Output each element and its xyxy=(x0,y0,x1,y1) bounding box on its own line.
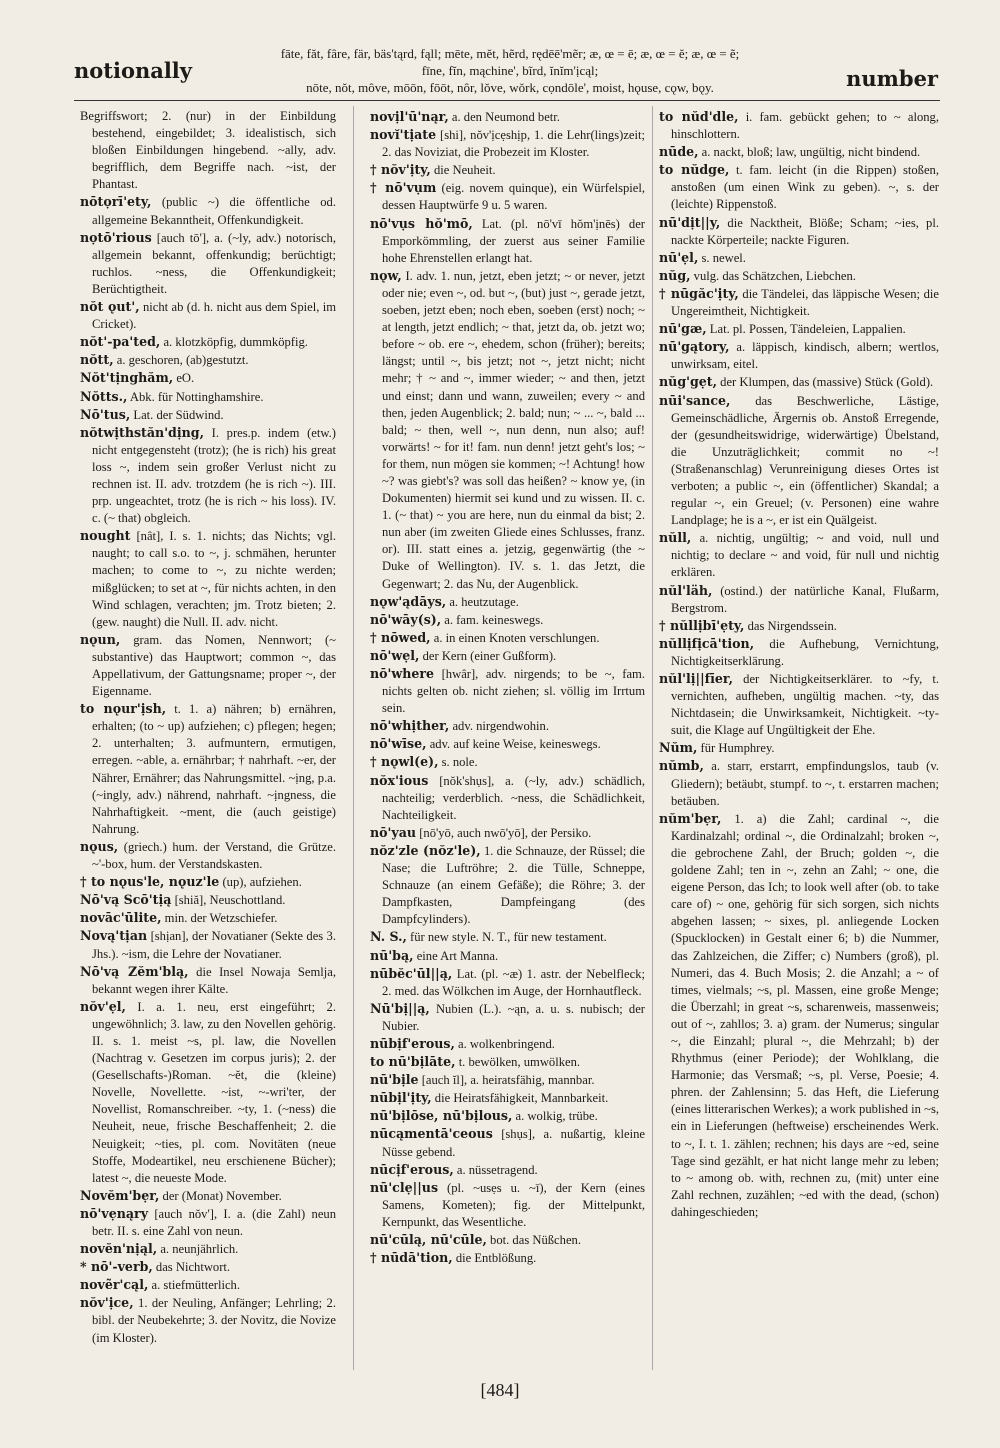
entry-headword: nŏv'ịce, xyxy=(80,1295,134,1311)
dictionary-entry xyxy=(659,338,939,373)
entry-definition: (up), aufziehen. xyxy=(222,875,302,890)
dictionary-entry xyxy=(659,617,939,635)
dictionary-entry xyxy=(370,647,645,665)
entry-definition: der (Monat) November. xyxy=(162,1188,282,1203)
dictionary-entry xyxy=(370,126,645,161)
entry-headword: † nōwed, xyxy=(370,629,431,645)
entry-headword: nŏz'zle (nŏz'le), xyxy=(370,842,481,858)
entry-headword: nūde, xyxy=(659,144,699,160)
entry-headword: novẽr'cąl, xyxy=(80,1277,149,1293)
entry-definition: eine Art Manna. xyxy=(416,948,499,963)
entry-headword: nŭm'bẹr, xyxy=(659,810,722,826)
dictionary-column-2 xyxy=(370,108,645,1368)
entry-definition: [shịan], der Novatianer (Sekte des 3. Jhs.). ~ism, die Lehre der Novatianer. xyxy=(92,929,336,961)
dictionary-entry xyxy=(370,1179,645,1231)
entry-definition: a. nüssetragend. xyxy=(456,1162,538,1177)
dictionary-entry xyxy=(80,891,336,909)
entry-definition: der Klumpen, das (massive) Stück (Gold). xyxy=(720,375,934,390)
entry-definition: das Nichtwort. xyxy=(155,1260,231,1275)
dictionary-entry xyxy=(659,373,939,391)
dictionary-entry xyxy=(370,1053,645,1071)
dictionary-entry xyxy=(370,1125,645,1160)
dictionary-entry xyxy=(370,593,645,611)
entry-definition: der Nichtigkeitserklärer. to ~fy, t. vernichten, aufheben, ungültig machen. ~ty, das Nichtdasein; die Unwirksamkeit, Nichtigkeit. ~ty-suit, die Klage auf Ungültigkeit der Ehe. xyxy=(671,672,939,738)
entry-definition: t. fam. leicht (in die Rippen) stoßen, anstoßen (um einen Wink zu geben). ~, s. der (leichte) Rippenstoß. xyxy=(671,163,939,212)
dictionary-entry xyxy=(659,739,939,757)
entry-definition: a. nichtig, ungültig; ~ and void, null und nichtig; to declare ~ and void, für null und nichtig erklären. xyxy=(671,531,939,580)
entry-headword: nōtọrī'ety, xyxy=(80,194,152,210)
entry-definition: das Nirgendssein. xyxy=(747,618,837,633)
guide-word-left: notionally xyxy=(74,58,192,83)
entry-headword: † nūgăc'ịty, xyxy=(659,285,739,301)
dictionary-entry xyxy=(80,108,336,193)
dictionary-entry xyxy=(80,298,336,333)
dictionary-entry xyxy=(80,1294,336,1346)
entry-headword: N. S., xyxy=(370,929,407,945)
entry-definition: [auch nŏv'], I. a. (die Zahl) neun betr. II. s. eine Zahl von neun. xyxy=(92,1206,336,1238)
entry-definition: I. adv. 1. nun, jetzt, eben jetzt; ~ or never, jetzt oder nie; even ~, od. but ~, (but) just ~, gerade jetzt, soeben, jetzt eben; noch eben, soeben (erst) noch; ~ at length, jetzt endlich; ~ that, jetzt da, ob. jetzt wo; before ~ ob. ere ~, ehedem, schon (früher); bereits; längst; until ~, bis jetzt; not ~, jetzt nicht; nicht mehr; † ~ and ~, immer wieder; ~ and then, jetzt und einst; dann und wann, zuweilen; every ~ and then, jeden Augenblick; 2. bald; nun; ~ ... ~, bald ... bald; ~ then, well ~, nun denn, nun also; auf! vorwärts! ~ for it! fam. nun denn! jetzt geht's los; ~ for them, nun mögen sie kommen; ~! Achtung! how ~? was giebt's? was soll das heißen? ~ know ye, (in Dokumenten) hiermit sei kund und zu wissen. II. c. 1. (~ that) ~ you are here, nun du einmal da bist; 2. nun aber (im zweiten Gliede eines Schlusses, franz. or). III. statt eines a. jetzig, gegenwärtig (the ~ Duke of Wellington). IV. s. 1. das Jetzt, die Gegenwart; 2. das Nu, der Augenblick. xyxy=(382,268,645,591)
entry-definition: s. newel. xyxy=(701,250,746,265)
entry-headword: Nŏt'tịnghăm, xyxy=(80,370,174,386)
entry-headword: novāc'ūlite, xyxy=(80,910,162,926)
entry-definition: a. neunjährlich. xyxy=(160,1242,239,1257)
entry-definition: t. bewölken, umwölken. xyxy=(458,1055,581,1070)
entry-definition: [hwâr], adv. nirgends; to be ~, fam. nichts gelten ob. nicht ziehen; sl. völlig im Irrtum sein. xyxy=(382,667,645,716)
entry-headword: nū'bą, xyxy=(370,947,414,963)
entry-headword: to nŭdge, xyxy=(659,162,730,178)
entry-headword: Nŏtts., xyxy=(80,388,128,404)
entry-definition: das Beschwerliche, Lästige, Gemeinschädliche, Ärgernis ob. Anstoß Erregende, der (gesundheitswidrige, widerwärtige) Übelstand, die Unzuträglichkeit; commit no ~! (Straßenanschlag) Verunreinigung dieses Ortes ist verboten; a public ~, ein (öffentlicher) Skandal; a regular ~, ein Greuel; (v. Personen) eine wahre Landplage; he is a ~, er ist ein Quälgeist. xyxy=(671,393,939,528)
entry-headword: Nū'bị||ą, xyxy=(370,1000,430,1016)
entry-headword: nūcịf'erous, xyxy=(370,1161,454,1177)
entry-definition: a. den Neumond betr. xyxy=(451,110,560,124)
entry-headword: nŭmb, xyxy=(659,758,704,774)
dictionary-entry xyxy=(370,842,645,928)
entry-definition: min. der Wetzschiefer. xyxy=(164,911,278,926)
dictionary-entry xyxy=(659,108,939,143)
entry-headword: nŭll, xyxy=(659,530,692,546)
entry-definition: Lat. pl. Possen, Tändeleien, Lappalien. xyxy=(709,322,906,337)
entry-headword: nŭl'läh, xyxy=(659,582,713,598)
dictionary-entry xyxy=(659,392,939,530)
entry-definition: [nât], I. s. 1. nichts; das Nichts; vgl. naught; to call s.o. to ~, j. schmähen, herunter machen; to come to ~, zu nichte werden; mißglücken; to set at ~, für nichts achten, in den Wind schlagen, verachten; jm. Trotz bieten; 2. (gew. naught) die Null. II. adv. nicht. xyxy=(92,529,336,629)
pronunciation-key-line-2: fīne, fĭn, mąchine', bĩrd, ĭnĭm'ịcąl; xyxy=(421,63,599,78)
entry-definition: (griech.) hum. der Verstand, die Grütze. ~'-box, hum. der Verstandskasten. xyxy=(92,839,336,872)
entry-definition: die Insel Nowaja Semlja, bekannt wegen ihrer Kälte. xyxy=(92,964,336,996)
entry-definition: I. a. 1. neu, erst eingeführt; 2. ungewöhnlich; 3. law, zu den Novellen gehörig. II. s. 1. meist ~s, pl. law, die Novellen (Nachtrag v. Gesetzen im corpus juris); 2. der (Gesellschafts-)Roman. ~ĕt, die (kleine) Novelle, Novellette. ~ist, ~-wri'ter, der Novellist, Romanschreiber. ~ty, 1. (~ness) die Neuheit, neue, frische Beschaffenheit; 2. die Neuigkeit; ~ties, pl. com. Novitäten (neue Stoffe, Modeartikel, neu erschienene Bücher); latest ~, die neueste Mode. xyxy=(92,999,336,1185)
entry-headword: Nō'vą Scō'tịą xyxy=(80,892,172,908)
entry-headword: nūbịl'ịty, xyxy=(370,1090,432,1106)
dictionary-entry xyxy=(659,757,939,809)
entry-headword: † nūdā'tion, xyxy=(370,1250,453,1266)
entry-definition: [nŏk'shụs], a. (~ly, adv.) schädlich, nachteilig; verderblich. ~ness, die Schädlichkeit, Nachteiligkeit. xyxy=(382,773,645,822)
entry-definition: [shiă], Neuschottland. xyxy=(174,893,286,908)
entry-definition: gram. das Nomen, Nennwort; (~ substantive) das Hauptwort; common ~, das Appellativum, der Gattungsname; proper ~, der Eigenname. xyxy=(92,632,336,699)
dictionary-entry xyxy=(659,285,939,320)
entry-definition: Lat. (pl. nō'vī hŏm'ịnēs) der Emporkömmling, der zuerst aus seiner Familie hohe Ehrenstellen erlangt hat. xyxy=(382,216,645,265)
entry-definition: die Entblößung. xyxy=(455,1251,537,1266)
entry-headword: nūi'sance, xyxy=(659,392,731,408)
dictionary-column-1 xyxy=(80,108,336,1368)
entry-headword: nŭl'lị||fīer, xyxy=(659,671,734,686)
entry-headword: nū'clẹ||us xyxy=(370,1179,439,1195)
dictionary-entry xyxy=(370,161,645,179)
dictionary-entry xyxy=(370,947,645,965)
entry-headword: Novą'tịan xyxy=(80,928,148,944)
guide-word-right: number xyxy=(846,66,938,91)
dictionary-entry xyxy=(80,838,336,873)
entry-headword: to nū'bịlāte, xyxy=(370,1054,456,1070)
entry-headword: † to nǫus'le, nǫuz'le xyxy=(80,874,220,890)
dictionary-entry xyxy=(659,320,939,338)
entry-definition: [auch tō'], a. (~ly, adv.) notorisch, allgemein bekannt, offenkundig; berüchtigt; ruchlos. ~ness, die Offenkundigkeit; Berüchtigtheit. xyxy=(92,230,336,296)
entry-headword: novĭ'tịate xyxy=(370,127,437,143)
entry-headword: nŏv'ẹl, xyxy=(80,998,126,1014)
entry-definition: die Neuheit. xyxy=(433,163,496,178)
entry-headword: nō'vẹnąry xyxy=(80,1205,149,1221)
entry-definition: (pl. ~usẹs u. ~ī), der Kern (eines Samens, Kometen); fig. der Mittelpunkt, Kernpunkt, das Wesentliche. xyxy=(382,1180,645,1229)
entry-definition: a. heutzutage. xyxy=(449,594,519,609)
entry-definition: a. geschoren, (ab)gestutzt. xyxy=(116,353,249,368)
entry-headword: nŏt'-pa'ted, xyxy=(80,334,161,350)
entry-definition: adv. nirgendwohin. xyxy=(452,719,549,734)
entry-headword: † nǫwl(e), xyxy=(370,754,439,770)
dictionary-entry xyxy=(80,1187,336,1205)
entry-headword: Novĕm'bẹr, xyxy=(80,1187,160,1203)
dictionary-entry xyxy=(80,229,336,298)
entry-definition: (eig. novem quinque), ein Würfelspiel, dessen Hauptwürfe 9 u. 5 waren. xyxy=(382,181,645,213)
dictionary-entry xyxy=(659,810,939,1221)
entry-definition: die Nacktheit, Blöße; Scham; ~ies, pl. nackte Körperteile; nackte Figuren. xyxy=(671,215,939,247)
entry-headword: nō'vụs hŏ'mō, xyxy=(370,215,473,231)
dictionary-entry xyxy=(80,909,336,927)
dictionary-entry xyxy=(80,1258,336,1276)
dictionary-entry xyxy=(370,1089,645,1107)
entry-definition: t. 1. a) nähren; b) ernähren, erhalten; (to ~ up) aufziehen; c) pflegen; hegen; 2. unterhalten; 3. aufmuntern, ermutigen, erregen. ~able, a. ernährbar; † nahrhaft. ~er, der Nährer, Ernährer; das Nahrungsmittel. ~ịng, p.a. (~ingly, adv.) nährend, nahrhaft. ~ịngness, die Nahrhaftigkeit. ~ment, die (auch geistige) Nahrung. xyxy=(92,702,336,836)
dictionary-entry xyxy=(659,670,939,739)
dictionary-entry xyxy=(659,214,939,249)
entry-definition: für new style. N. T., für new testament. xyxy=(410,930,607,945)
dictionary-entry xyxy=(370,717,645,735)
entry-definition: i. fam. gebückt gehen; to ~ along, hinschlottern. xyxy=(671,110,939,142)
entry-headword: Nō'vą Zĕm'blą, xyxy=(80,963,189,979)
entry-definition: für Humphrey. xyxy=(700,741,775,756)
dictionary-entry xyxy=(370,965,645,1000)
entry-headword: Nŭm, xyxy=(659,740,698,756)
entry-definition: a. wolkig, trübe. xyxy=(515,1109,598,1124)
dictionary-entry xyxy=(80,700,336,838)
entry-headword: nūbịf'erous, xyxy=(370,1035,455,1051)
entry-headword: nought xyxy=(80,528,131,544)
dictionary-entry xyxy=(80,963,336,998)
dictionary-entry xyxy=(370,824,645,842)
dictionary-entry xyxy=(80,351,336,369)
dictionary-entry xyxy=(370,735,645,753)
entry-headword: nŭg, xyxy=(659,267,691,283)
entry-definition: [shi], nŏv'ịcẹshịp, 1. die Lehr(lings)zeit; 2. das Noviziat, die Probezeit im Kloster. xyxy=(382,128,645,160)
entry-headword: nū'bịle xyxy=(370,1072,419,1088)
page-number: [484] xyxy=(480,1380,520,1400)
dictionary-entry xyxy=(80,369,336,387)
dictionary-entry xyxy=(80,527,336,631)
dictionary-entry xyxy=(370,215,645,267)
dictionary-entry xyxy=(370,629,645,647)
dictionary-entry xyxy=(659,161,939,213)
entry-headword: nŭg'gẹt, xyxy=(659,374,717,390)
entry-definition: Begriffswort; 2. (nur) in der Einbildung bestehend, eingebildet; 3. idealistisch, sich bloßen Einbildungen hingebend. ~ally, adv. begrifflich, dem Begriffe nach. ~ist, der Phantast. xyxy=(80,109,336,192)
column-divider xyxy=(652,106,653,1370)
dictionary-entry xyxy=(370,1231,645,1249)
dictionary-entry xyxy=(80,406,336,424)
entry-definition: a. in einen Knoten verschlungen. xyxy=(433,630,600,645)
entry-headword: nǫun, xyxy=(80,631,121,647)
entry-headword: nūbĕc'ūl||ą, xyxy=(370,965,453,981)
entry-headword: to nŭd'dle, xyxy=(659,109,739,124)
entry-definition: 1. die Schnauze, der Rüssel; die Nase; die Luftröhre; 2. die Tülle, Schneppe, Schnauze (an einem Gefäße); die Röhre; 3. der Dampfkasten, Dampfeingang (des Dampfcylinders). xyxy=(382,843,645,927)
dictionary-entry xyxy=(370,1161,645,1179)
entry-definition: s. nole. xyxy=(441,755,478,770)
entry-headword: nūcąmentā'ceous xyxy=(370,1126,493,1142)
entry-definition: a. fam. keineswegs. xyxy=(444,612,544,627)
dictionary-entry xyxy=(659,529,939,581)
dictionary-entry xyxy=(80,631,336,700)
dictionary-entry xyxy=(370,753,645,771)
entry-headword: nŭllịfịcā'tion, xyxy=(659,635,755,651)
entry-definition: die Aufhebung, Vernichtung, Nichtigkeitserklärung. xyxy=(671,636,939,668)
entry-headword: nū'cūlą, nū'cūle, xyxy=(370,1232,487,1247)
entry-definition: 1. a) die Zahl; cardinal ~, die Kardinalzahl; ordinal ~, die Ordinalzahl; broken ~, die gebrochene Zahl, der Bruch; golden ~, die goldene Zahl; ten in ~, zehn an Zahl; ~ one, die eigene Person, das Ich; to look well after (ob. to take care of) ~ one, gehörig für sich sorgen, sich nichts abgehen lassen; ~ sixes, pl. anliegende Locken (Spucklocken) in Gestalt einer 6; b) die Nummer, das Zahlzeichen, die Ziffer; c) Numbers (groß), pl. Numeri, das 4. Buch Mosis; 2. die Anzahl; a ~ of times, vielmals; ~s, pl. Massen, eine große Menge; die Überzahl; in great ~s, scharenweis, massenweis; out of ~, zahllos; 3. a) gram. der Numerus; singular ~, die Einzahl; plural ~, die Mehrzahl; b) der Rhythmus (einer Periode); der Wohlklang, die Harmonie; das Versmaß; ~s, pl. Verse, Poesie; 4. phren. der Zahlensinn; 5. das Heft, die Lieferung (eines litterarischen Werkes); a work published in ~s, ein in Lieferungen (heftweise) erscheinendes Werk. to ~, I. t. 1. zählen; rechnen; his days are ~ed, seine Tage sind gezählt, er hat nicht lange mehr zu leben; to ~ among ob. with, rechnen zu, (mit) unter eine Zahl rechnen, zuzählen; ~ed with the dead, (schon) dahingeschieden; xyxy=(671,811,939,1219)
dictionary-entry xyxy=(659,267,939,285)
dictionary-entry xyxy=(370,772,645,824)
entry-definition: a. stiefmütterlich. xyxy=(151,1278,241,1293)
entry-headword: † nŭllịbī'ẹty, xyxy=(659,617,745,633)
entry-headword: nō'wẹl, xyxy=(370,647,420,663)
entry-definition: (public ~) die öffentliche od. allgemeine Bekanntheit, Offenkundigkeit. xyxy=(92,195,336,227)
entry-headword: nŏtwịthstăn'dịng, xyxy=(80,424,204,440)
dictionary-entry xyxy=(80,1276,336,1294)
entry-definition: (ostind.) der natürliche Kanal, Flußarm, Bergstrom. xyxy=(671,583,939,615)
header-rule xyxy=(74,100,940,101)
dictionary-entry xyxy=(370,1035,645,1053)
entry-headword: nō'wāy(s), xyxy=(370,611,442,627)
entry-headword: nō'whịther, xyxy=(370,718,450,734)
entry-definition: [shụs], a. nußartig, kleine Nüsse gebend. xyxy=(382,1127,645,1159)
entry-definition: die Heiratsfähigkeit, Mannbarkeit. xyxy=(434,1091,609,1106)
dictionary-entry xyxy=(80,193,336,228)
entry-headword: * nō'-verb, xyxy=(80,1259,153,1275)
dictionary-entry xyxy=(370,108,645,126)
entry-headword: nū'bịlōse, nū'bịlous, xyxy=(370,1108,513,1124)
entry-definition: a. starr, erstarrt, empfindungslos, taub (v. Gliedern); betäubt, stumpf. to ~, t. erstarren machen; betäuben. xyxy=(671,759,939,808)
entry-definition: nicht ab (d. h. nicht aus dem Spiel, im Cricket). xyxy=(92,300,336,332)
entry-headword: † nŏv'ịty, xyxy=(370,162,431,178)
dictionary-entry xyxy=(80,927,336,962)
entry-definition: Nubien (L.). ~ąn, a. u. s. nubisch; der Nubier. xyxy=(382,1001,645,1033)
entry-definition: [auch ĭl], a. heiratsfähig, mannbar. xyxy=(421,1073,595,1088)
dictionary-entry xyxy=(370,267,645,593)
entry-headword: nū'dịt||y, xyxy=(659,214,721,230)
entry-definition: a. läppisch, kindisch, albern; wertlos, unwirksam, eitel. xyxy=(671,340,939,372)
dictionary-entry xyxy=(80,424,336,528)
entry-definition: a. nackt, bloß; law, ungültig, nicht bindend. xyxy=(701,145,921,160)
dictionary-entry xyxy=(659,635,939,670)
entry-headword: nō'yau xyxy=(370,824,417,840)
dictionary-entry xyxy=(80,873,336,891)
entry-headword: Nō'tus, xyxy=(80,406,131,422)
dictionary-entry xyxy=(370,665,645,717)
column-divider xyxy=(353,106,354,1370)
entry-headword: nū'ẹl, xyxy=(659,249,699,265)
entry-definition: der Kern (einer Gußform). xyxy=(422,648,557,663)
dictionary-entry xyxy=(80,1240,336,1258)
entry-definition: a. klotzköpfig, dummköpfig. xyxy=(163,335,308,350)
dictionary-entry xyxy=(80,998,336,1187)
dictionary-entry xyxy=(80,388,336,406)
dictionary-entry xyxy=(659,249,939,267)
entry-definition: adv. auf keine Weise, keineswegs. xyxy=(429,737,601,752)
dictionary-entry xyxy=(370,1000,645,1035)
entry-headword: nō'where xyxy=(370,666,435,681)
entry-headword: nū'gątory, xyxy=(659,339,730,355)
dictionary-entry xyxy=(370,611,645,629)
entry-definition: eO. xyxy=(176,371,195,386)
entry-headword: nŏt ǫut', xyxy=(80,299,140,315)
pronunciation-key-line-3: nōte, nŏt, môve, mōōn, fōōt, nôr, lǒve, wǒrk, cọndōle', moist, hǫuse, cǫw, bǫy. xyxy=(306,80,714,95)
entry-definition: Abk. für Nottinghamshire. xyxy=(129,389,264,404)
dictionary-entry xyxy=(370,1249,645,1267)
dictionary-entry xyxy=(370,1071,645,1089)
entry-headword: nǫw, xyxy=(370,267,402,283)
entry-headword: nọtō'rious xyxy=(80,229,152,245)
entry-headword: novĕn'nịąl, xyxy=(80,1241,158,1257)
entry-definition: vulg. das Schätzchen, Liebchen. xyxy=(693,268,856,283)
entry-headword: nǫw'ądāys, xyxy=(370,593,447,609)
entry-headword: to nǫur'ịsh, xyxy=(80,701,167,717)
entry-definition: Lat. (pl. ~æ) 1. astr. der Nebelfleck; 2. med. das Wölkchen im Auge, der Hornhautfleck. xyxy=(382,966,645,998)
entry-definition: 1. der Neuling, Anfänger; Lehrling; 2. bibl. der Neubekehrte; 3. der Novitz, die Novize (im Kloster). xyxy=(92,1296,336,1345)
entry-definition: bot. das Nüßchen. xyxy=(490,1233,581,1247)
entry-definition: die Tändelei, das läppische Wesen; die Ungereimtheit, Nichtigkeit. xyxy=(671,286,939,319)
entry-headword: novịl'ū'nąr, xyxy=(370,109,449,124)
dictionary-entry xyxy=(659,582,939,617)
entry-definition: [nō'yō, auch nwō'yō], der Persiko. xyxy=(419,825,592,840)
dictionary-entry xyxy=(80,333,336,351)
entry-headword: nŏx'ious xyxy=(370,772,429,788)
entry-definition: a. wolkenbringend. xyxy=(458,1036,555,1051)
dictionary-entry xyxy=(370,928,645,946)
dictionary-entry xyxy=(80,1205,336,1240)
dictionary-column-3 xyxy=(659,108,939,1368)
entry-headword: † nō'vụm xyxy=(370,180,437,196)
dictionary-entry xyxy=(370,1107,645,1125)
entry-headword: nū'gæ, xyxy=(659,321,707,337)
entry-definition: Lat. der Südwind. xyxy=(133,407,224,422)
dictionary-entry xyxy=(659,143,939,161)
entry-headword: nŏtt, xyxy=(80,352,114,368)
entry-definition: I. pres.p. indem (etw.) nicht entgegensteht (trotz); (he is rich) his great loss ~, indem sein großer Verlust nicht zu rechnen ist. II. adv. trotzdem (he is rich ~). III. prp. ungeachtet, trotz (he is rich ~ his loss). IV. c. (~ that) obgleich. xyxy=(92,425,336,526)
entry-headword: nō'wīse, xyxy=(370,736,427,752)
entry-headword: nǫus, xyxy=(80,838,119,854)
pronunciation-key-line-1: fāte, făt, fâre, fär, bäs'tąrd, fąll; mēte, mĕt, hẽrd, rędēē'mẽr; æ, œ = ē; æ, œ = ĕ; æ, œ = ẽ; xyxy=(280,46,740,61)
dictionary-entry xyxy=(370,179,645,214)
